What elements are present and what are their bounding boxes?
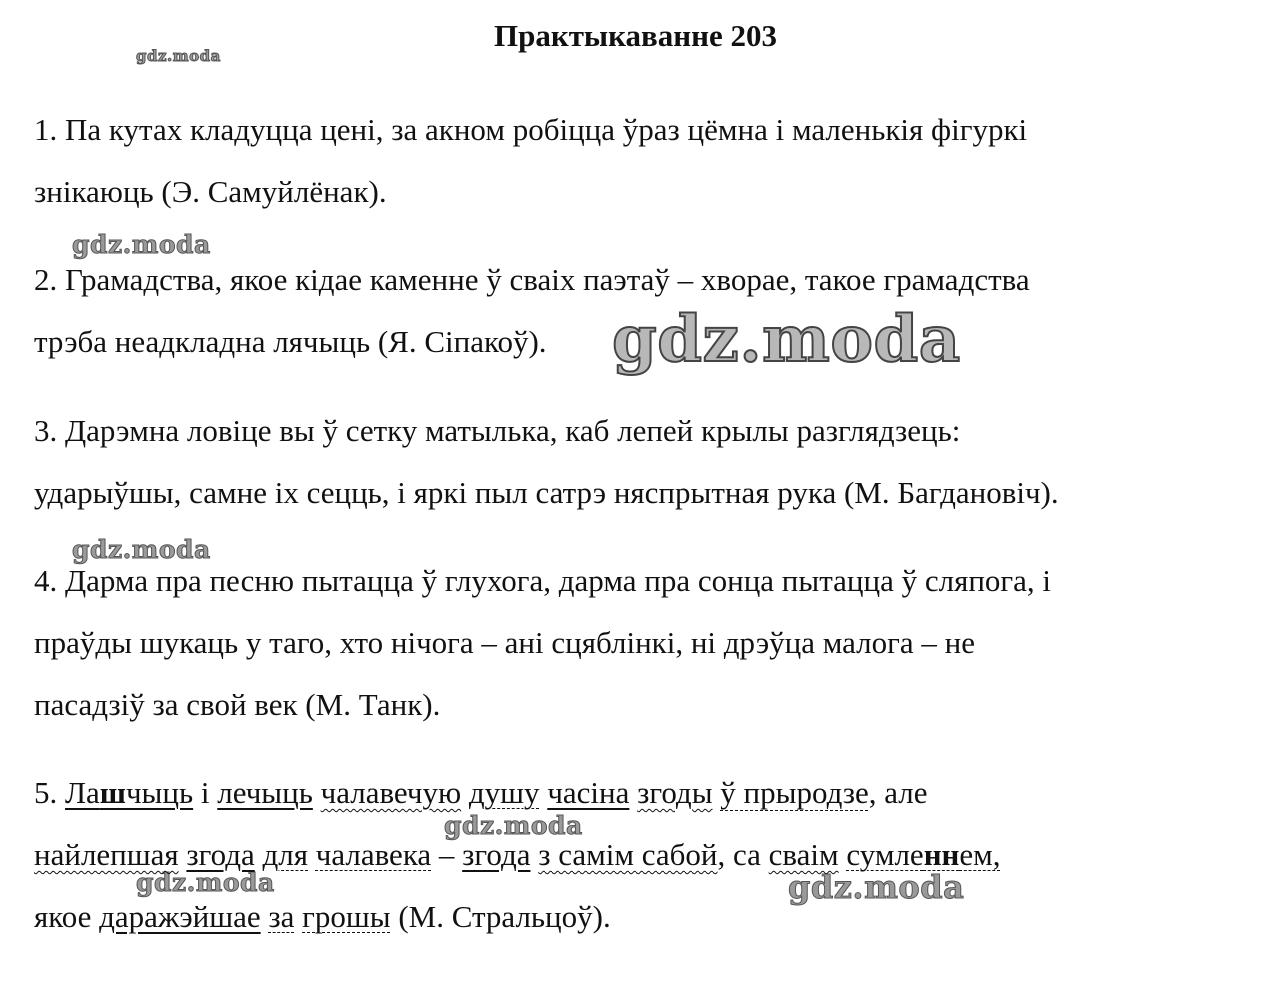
sentence-4-line-1: 4. Дарма пра песню пытацца ў глухога, дарма пра сонца пытацца ў сляпога, і (34, 563, 1052, 598)
sentence-4-line-3: пасадзіў за свой век (М. Танк). (34, 687, 441, 722)
sentence-5-line-3 (34, 886, 1249, 948)
sentence-2-line-2: трэба неадкладна лячыць (Я. Сіпакоў). (34, 324, 547, 359)
page-title: Практыкаванне 203 (493, 18, 777, 53)
number: 5. (34, 775, 58, 810)
sentence-5-line-2: найлепшая згода для чалавека – згода з самім сабой, са сваім сумленнем, (34, 837, 1001, 872)
sentence-1-line-1: 1. Па кутах кладуцца цені, за акном робіцца ўраз цёмна і маленькія фігуркі (34, 112, 1028, 147)
sentence-1-line-2: знікаюць (Э. Самуйлёнак). (34, 174, 387, 209)
predicate: Лашчыць (65, 775, 194, 810)
object: сумленнем, (846, 837, 1001, 872)
sentence-5-line-1: 5. Лашчыць і лечыць чалавечую душу часіна згоды ў прыродзе, але (34, 775, 928, 810)
object: чалавека (315, 837, 432, 872)
sentence-2-line-1: 2. Грамадства, якое кідае каменне ў сваіх паэтаў – хворае, такое грамадства (34, 262, 1030, 297)
attribute: найлепшая (34, 837, 179, 872)
sentence-3 (34, 400, 1249, 524)
watermark-large: gdz.moda (612, 302, 961, 377)
predicate: згода (462, 837, 531, 872)
watermark: gdz.moda (136, 47, 221, 65)
sentence-5 (34, 762, 1249, 948)
sentence-4-line-2: праўды шукаць у таго, хто нічога – ані сцяблінкі, ні дрэўца малога – не (34, 625, 975, 660)
subject: згода (186, 837, 255, 872)
sentence-1 (34, 99, 1249, 223)
sentence-4 (34, 550, 1249, 736)
watermark: gdz.moda (72, 535, 211, 564)
sentence-3-line-1: 3. Дарэмна ловіце вы ў сетку матылька, каб лепей крылы разглядзець: (34, 413, 961, 448)
attribute: з самім сабой (538, 837, 718, 872)
object: душу (468, 775, 540, 810)
sentence-2 (34, 249, 1249, 373)
dash: – (438, 837, 455, 872)
sentence-3-line-2: ударыўшы, самне іх сецць, і яркі пыл сатрэ няспрытная рука (М. Багдановіч). (34, 475, 1059, 510)
predicate: лечыць (217, 775, 313, 810)
object: за (268, 899, 295, 934)
attribute: сваім (768, 837, 839, 872)
object: грошы (302, 899, 391, 934)
adverbial: ў прыродзе (720, 775, 869, 810)
conjunction: і (200, 775, 210, 810)
subject: часіна (547, 775, 630, 810)
attribute: згоды (637, 775, 713, 810)
bold-letters: нн (923, 837, 960, 872)
relative-word: якое (34, 899, 92, 934)
watermark: gdz.moda (72, 230, 211, 259)
bold-letters: ш (99, 775, 126, 810)
author: (М. Стральцоў). (398, 899, 611, 934)
watermark: gdz.moda (788, 868, 965, 906)
predicate: даражэйшае (99, 899, 261, 934)
object: для (262, 837, 308, 872)
watermark: gdz.moda (444, 811, 583, 840)
attribute: чалавечую (320, 775, 462, 810)
watermark: gdz.moda (136, 868, 275, 897)
